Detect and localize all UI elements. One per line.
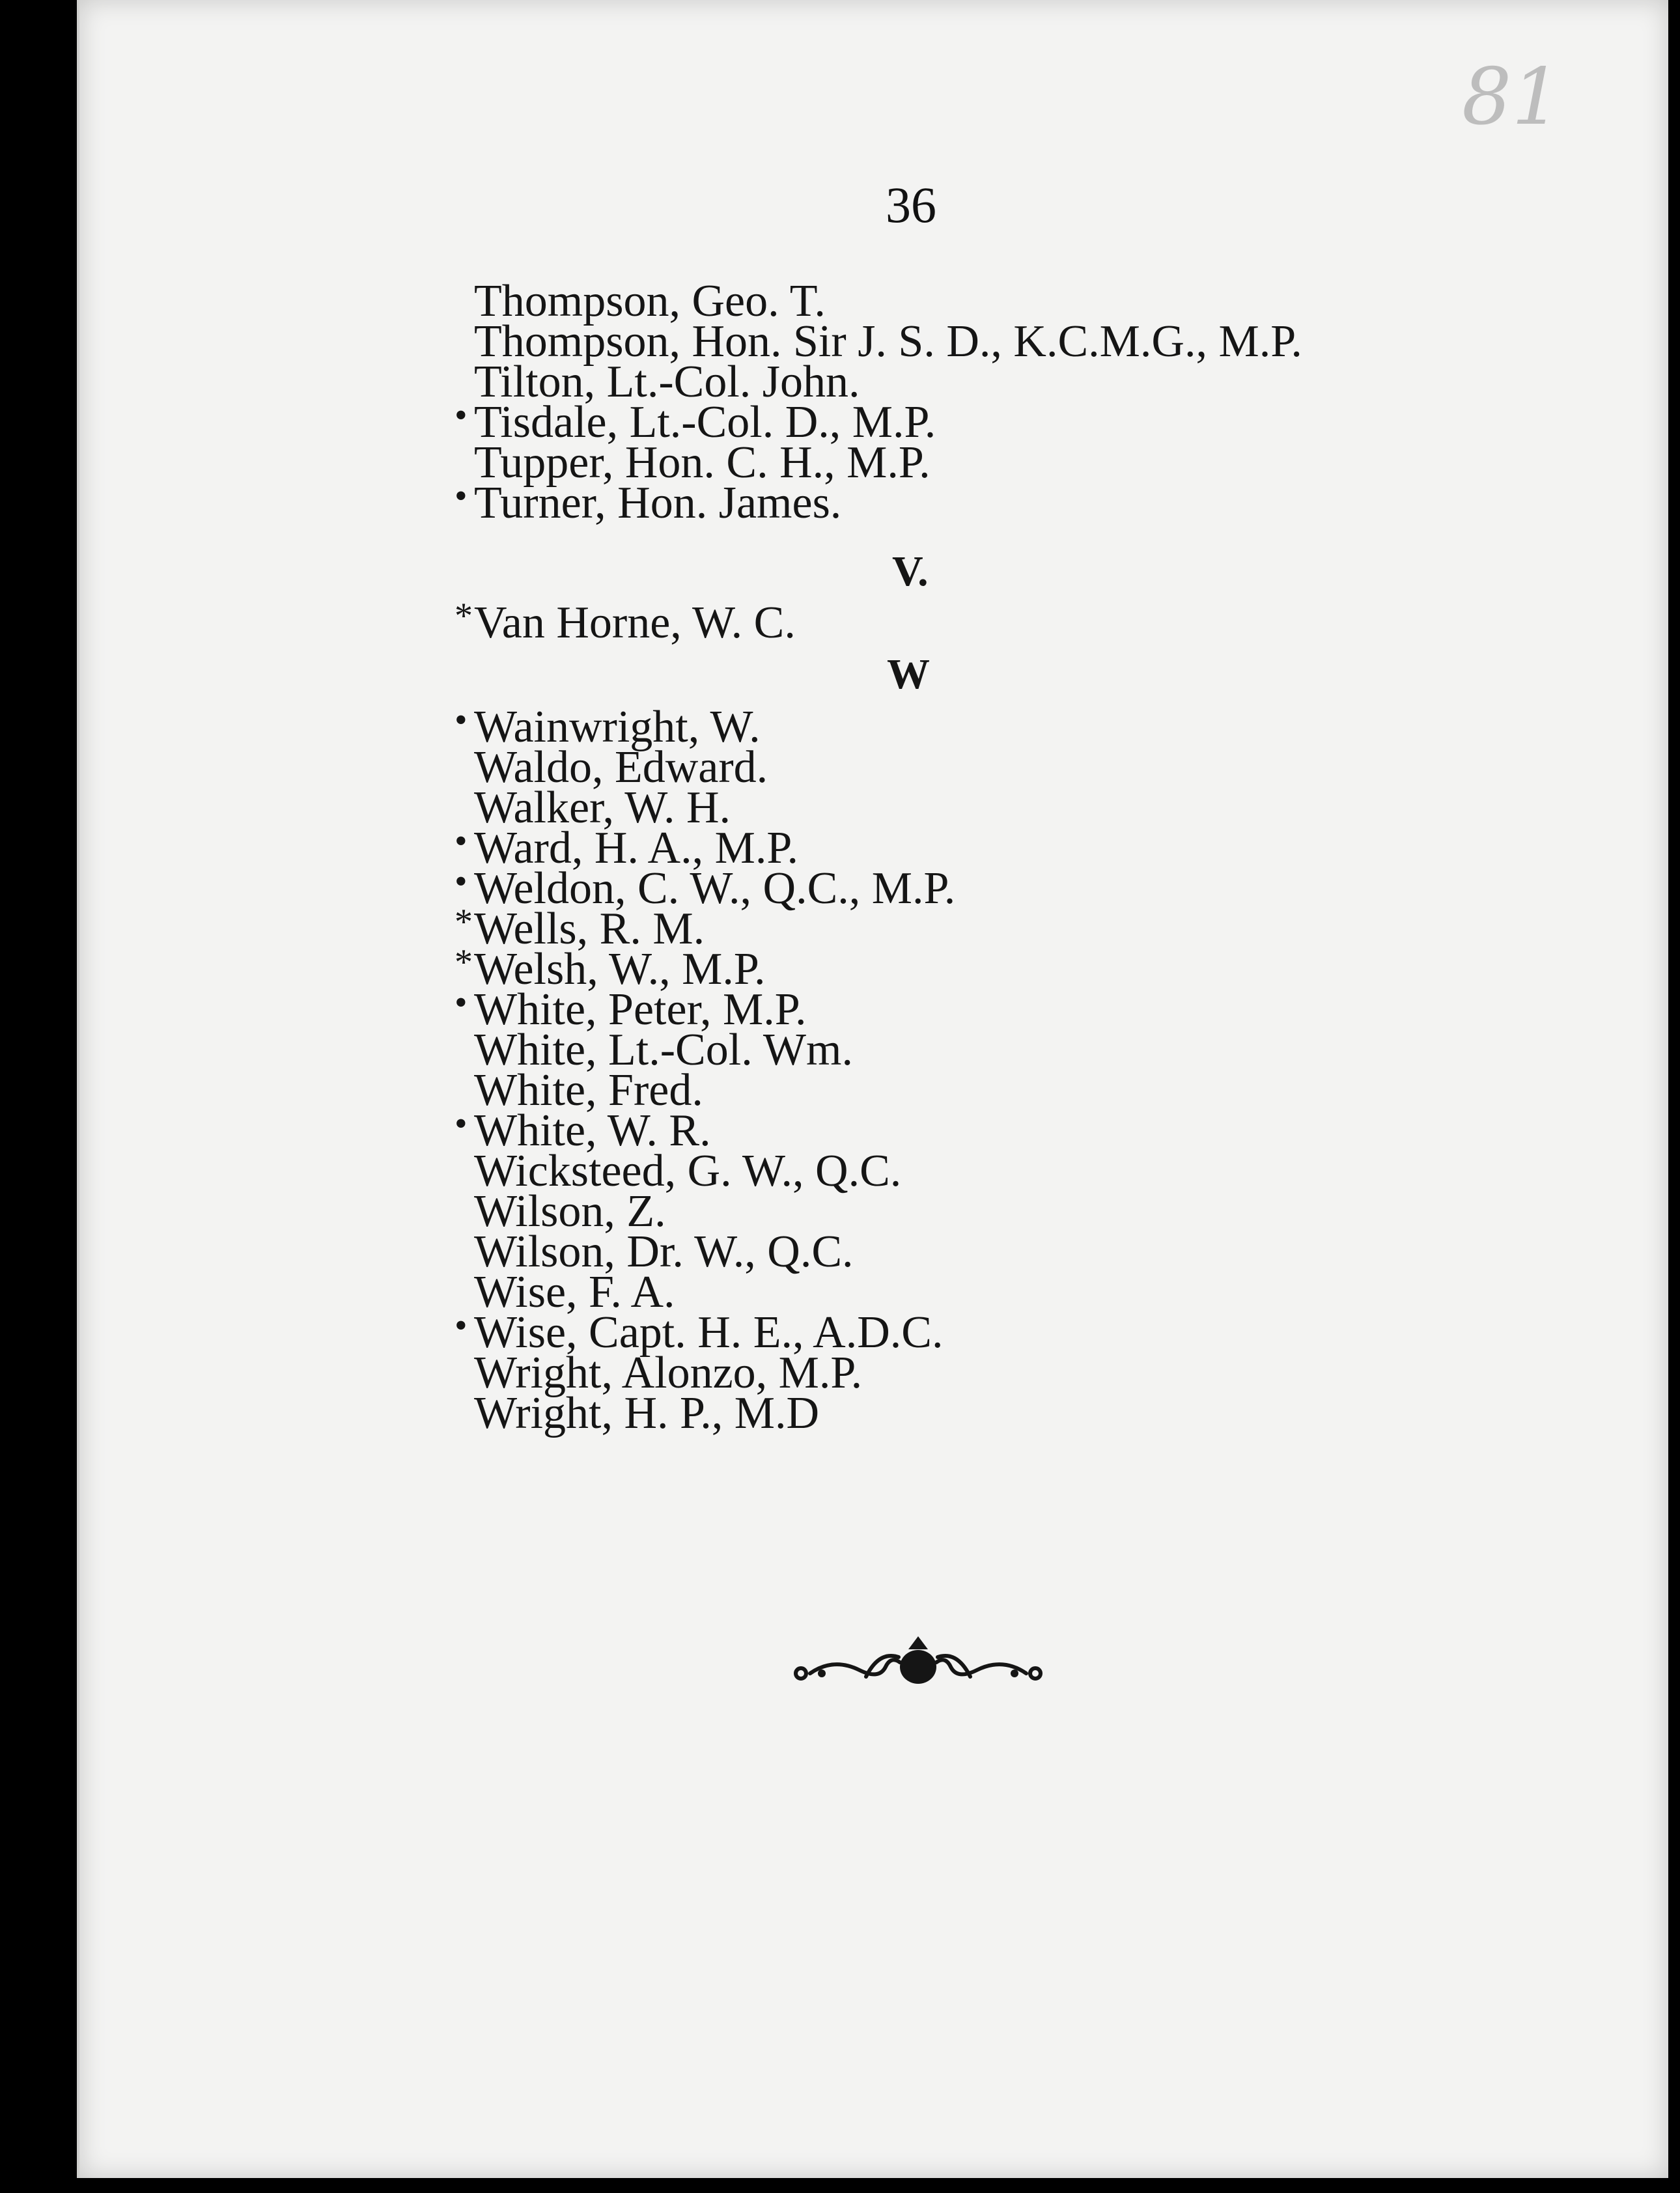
entry-name: Thompson, Hon. Sir J. S. D., K.C.M.G., M.P. [474,316,1302,367]
entry-name: White, Lt.-Col. Wm. [474,1025,853,1075]
entry-name: Walker, W. H. [474,783,731,833]
entry-name: Waldo, Edward. [474,742,768,792]
entry-marker: • [455,983,468,1023]
list-item [474,1388,819,1438]
entry-marker: * [455,902,473,942]
entry-name: Tisdale, Lt.-Col. D., M.P. [474,397,936,447]
entry-name: Thompson, Geo. T. [474,276,826,326]
entry-name: Tilton, Lt.-Col. John. [474,357,860,407]
fleuron-ornament-icon [788,1631,1048,1703]
section-letter-w: W [887,650,930,698]
entry-name: Wicksteed, G. W., Q.C. [474,1146,902,1196]
handwritten-note: 81 [1462,52,1561,143]
section-letter-v: V. [892,548,929,595]
entry-name: Turner, Hon. James. [474,478,842,528]
entry-name: White, Peter, M.P. [474,985,807,1035]
entry-marker: * [455,596,473,636]
entry-marker: • [455,861,468,902]
entry-name: Wilson, Dr. W., Q.C. [474,1227,854,1277]
entry-name: White, W. R. [474,1106,711,1156]
list-item [455,476,842,528]
entry-marker: • [455,1104,468,1144]
page-number: 36 [886,176,936,233]
entry-name: Weldon, C. W., Q.C., M.P. [474,863,956,914]
entry-name: White, Fred. [474,1065,703,1115]
entry-name: Wise, Capt. H. E., A.D.C. [474,1307,944,1358]
entry-name: Tupper, Hon. C. H., M.P. [474,438,931,488]
list-item [455,596,796,648]
entry-name: Wright, H. P., M.D [474,1388,819,1438]
entry-name: Wright, Alonzo, M.P. [474,1348,863,1398]
entry-name: Ward, H. A., M.P. [474,823,798,873]
entry-marker: • [455,1306,468,1346]
entry-name: Wise, F. A. [474,1267,675,1317]
entry-name: Wells, R. M. [474,904,705,954]
entry-marker: • [455,476,468,516]
entry-marker: • [455,700,468,740]
entry-name: Wainwright, W. [474,702,761,752]
entry-name: Wilson, Z. [474,1186,666,1236]
entry-name: Welsh, W., M.P. [474,944,766,994]
entry-name: Van Horne, W. C. [474,598,796,648]
entry-marker: • [455,821,468,861]
entry-marker: * [455,942,473,983]
entry-marker: • [455,395,468,436]
